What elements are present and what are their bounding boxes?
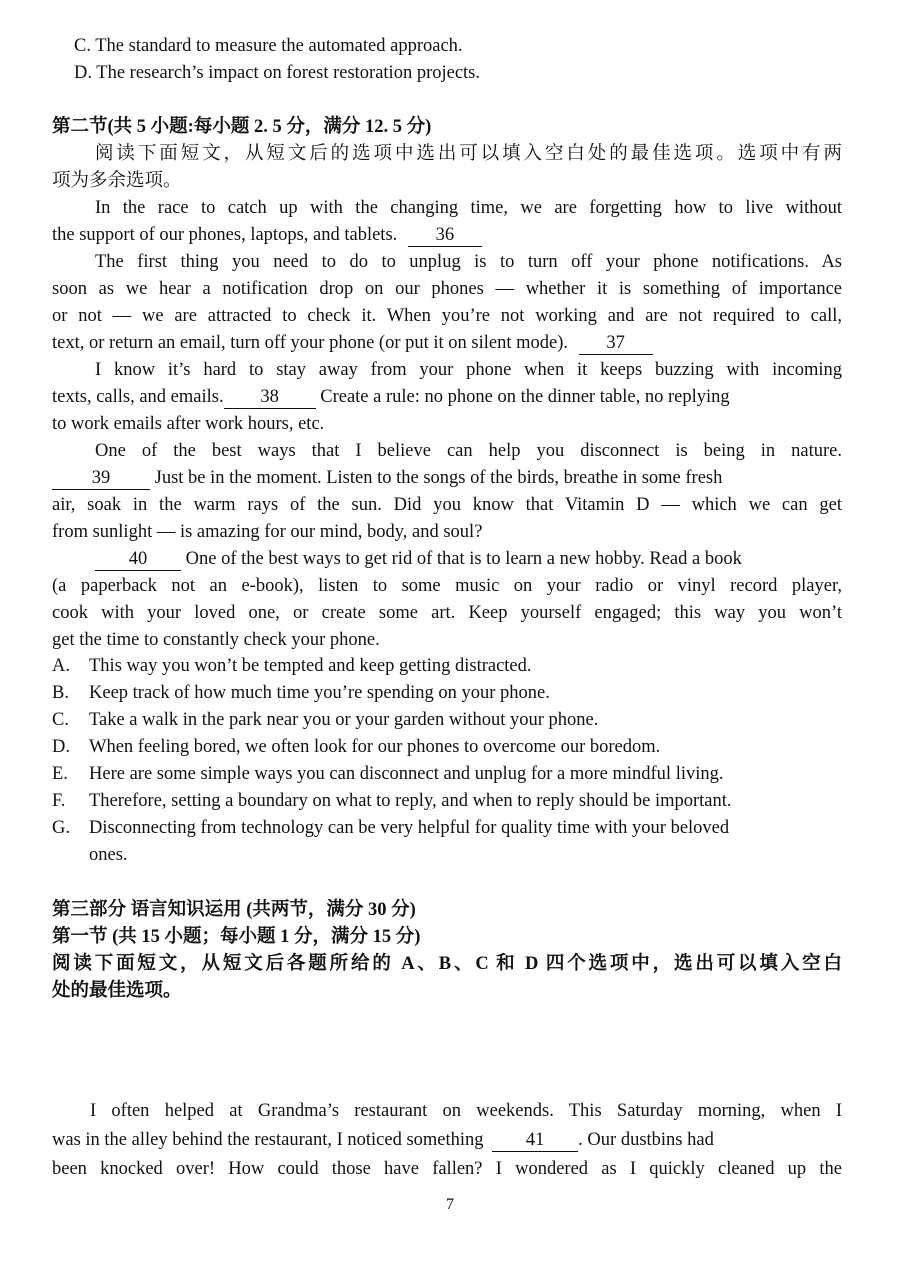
option-g (52, 815, 729, 842)
story-line2 (52, 1127, 842, 1154)
prev-option-d: D. The research’s impact on forest restoration projects. (74, 63, 481, 83)
passage-p1-line1: In the race to catch up with the changing time, we are forgetting how to live without (95, 198, 842, 218)
passage-text: One of the best ways to get rid of that is to learn a new hobby. Read a book (185, 549, 742, 569)
passage-text: the support of our phones, laptops, and tablets. (52, 225, 398, 245)
part3-section1-heading: 第一节 (共 15 小题；每小题 1 分，满分 15 分) (52, 927, 421, 947)
option-letter: C. (52, 710, 69, 730)
option-e (52, 761, 723, 788)
blank-40[interactable]: 40 (95, 548, 181, 571)
option-b (52, 680, 550, 707)
option-text: When feeling bored, we often look for our phones to overcome our boredom. (89, 737, 661, 757)
section2-instruction-cont: 项为多余选项。 (52, 171, 182, 191)
option-text: Keep track of how much time you’re spending on your phone. (89, 683, 550, 703)
option-d (52, 734, 660, 761)
passage-p3-line2 (52, 384, 842, 411)
blank-37[interactable]: 37 (579, 332, 653, 355)
passage-text: texts, calls, and emails. (52, 387, 224, 407)
option-letter: F. (52, 791, 66, 811)
option-text: Here are some simple ways you can disconnect and unplug for a more mindful living. (89, 764, 724, 784)
option-text: This way you won’t be tempted and keep getting distracted. (89, 656, 532, 676)
passage-p2-line4 (52, 330, 842, 357)
passage-text: Just be in the moment. Listen to the songs of the birds, breathe in some fresh (154, 468, 723, 488)
passage-p5-line2: (a paperback not an e-book), listen to some music on your radio or vinyl record player, (52, 576, 842, 596)
story-line1: I often helped at Grandma’s restaurant on weekends. This Saturday morning, when I (90, 1101, 842, 1121)
part3-instruction: 阅读下面短文，从短文后各题所给的 A、B、C 和 D 四个选项中，选出可以填入空白 (52, 954, 842, 974)
story-line3: been knocked over! How could those have fallen? I wondered as I quickly cleaned up the (52, 1159, 842, 1179)
option-text: Disconnecting from technology can be very helpful for quality time with your beloved (89, 818, 730, 838)
option-letter: D. (52, 737, 70, 757)
passage-p5-line1 (95, 546, 842, 573)
story-text: . Our dustbins had (578, 1130, 714, 1150)
passage-p5-line4: get the time to constantly check your phone. (52, 630, 380, 650)
option-letter: B. (52, 683, 69, 703)
section2-instruction: 阅读下面短文，从短文后的选项中选出可以填入空白处的最佳选项。选项中有两 (95, 144, 842, 164)
prev-option-c: C. The standard to measure the automated approach. (74, 36, 463, 56)
option-letter: E. (52, 764, 68, 784)
passage-p2-line3: or not — we are attracted to check it. When you’re not working and are not required to call, (52, 306, 842, 326)
section2-heading: 第二节(共 5 小题:每小题 2. 5 分，满分 12. 5 分) (52, 117, 432, 137)
passage-p4-line4: from sunlight — is amazing for our mind, body, and soul? (52, 522, 483, 542)
blank-36[interactable]: 36 (408, 224, 482, 247)
option-a (52, 653, 532, 680)
part3-instruction-cont: 处的最佳选项。 (52, 981, 182, 1001)
blank-38[interactable]: 38 (224, 386, 316, 409)
passage-p1-line2 (52, 222, 842, 249)
passage-text: text, or return an email, turn off your phone (or put it on silent mode). (52, 333, 568, 353)
blank-41[interactable]: 41 (492, 1129, 578, 1152)
passage-p2-line2: soon as we hear a notification drop on our phones — whether it is something of importance (52, 279, 842, 299)
passage-p4-line3: air, soak in the warm rays of the sun. Did you know that Vitamin D — which we can get (52, 495, 842, 515)
page-number: 7 (446, 1196, 454, 1213)
option-f (52, 788, 732, 815)
option-text: Therefore, setting a boundary on what to reply, and when to reply should be important. (89, 791, 732, 811)
passage-text: Create a rule: no phone on the dinner table, no replying (320, 387, 730, 407)
passage-p4-line1: One of the best ways that I believe can help you disconnect is being in nature. (95, 441, 842, 461)
passage-p2-line1: The first thing you need to do to unplug is to turn off your phone notifications. As (95, 252, 842, 272)
option-c (52, 707, 598, 734)
option-text: Take a walk in the park near you or your garden without your phone. (89, 710, 599, 730)
passage-p3-line1: I know it’s hard to stay away from your phone when it keeps buzzing with incoming (95, 360, 842, 380)
passage-p3-line3: to work emails after work hours, etc. (52, 414, 325, 434)
option-g-cont: ones. (89, 845, 128, 865)
passage-p5-line3: cook with your loved one, or create some art. Keep yourself engaged; this way you won’t (52, 603, 842, 623)
part3-heading: 第三部分 语言知识运用 (共两节，满分 30 分) (52, 900, 416, 920)
story-text: was in the alley behind the restaurant, I noticed something (52, 1130, 484, 1150)
option-letter: A. (52, 656, 70, 676)
option-letter: G. (52, 818, 70, 838)
blank-39[interactable]: 39 (52, 467, 150, 490)
passage-p4-line2 (52, 465, 842, 492)
